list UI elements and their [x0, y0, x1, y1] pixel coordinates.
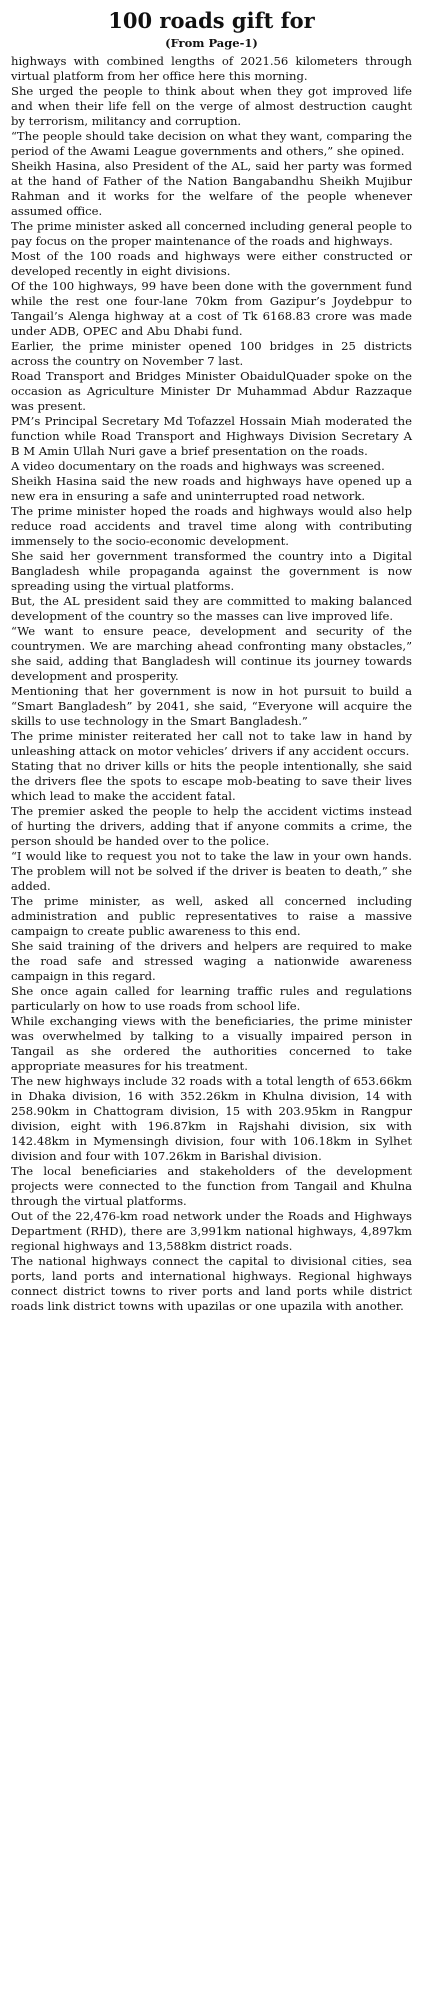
paragraph: Mentioning that her government is now in hot pursuit to build a “Smart Bangladesh” by 2041, she said, “Everyone will acquire the skills to use technology in the Smart Bangladesh.” [11, 684, 412, 729]
paragraph: She said training of the drivers and helpers are required to make the road safe and stressed waging a nationwide awareness campaign in this regard. [11, 939, 412, 984]
paragraph: She once again called for learning traffic rules and regulations particularly on how to use roads from school life. [11, 984, 412, 1014]
paragraph: The prime minister reiterated her call not to take law in hand by unleashing attack on motor vehicles’ drivers if any accident occurs. [11, 729, 412, 759]
continuation-note: (From Page-1) [165, 36, 258, 51]
paragraph: A video documentary on the roads and highways was screened. [11, 459, 385, 474]
paragraph: Road Transport and Bridges Minister ObaidulQuader spoke on the occasion as Agriculture Minister Dr Muhammad Abdur Razzaque was present. [11, 369, 412, 414]
paragraph: “We want to ensure peace, development and security of the countrymen. We are marching ahead confronting many obstacles,” she said, adding that Bangladesh will continue its journey towards development and prosperity. [11, 624, 412, 684]
paragraph: highways with combined lengths of 2021.56 kilometers through virtual platform from her office here this morning. [11, 54, 412, 84]
paragraph: The prime minister, as well, asked all concerned including administration and public representatives to raise a massive campaign to create public awareness to this end. [11, 894, 412, 939]
paragraph: Out of the 22,476-km road network under the Roads and Highways Department (RHD), there are 3,991km national highways, 4,897km regional highways and 13,588km district roads. [11, 1209, 412, 1254]
paragraph: The new highways include 32 roads with a total length of 653.66km in Dhaka division, 16 with 352.26km in Khulna division, 14 with 258.90km in Chattogram division, 15 with 203.95km in Rangpur division, eight with 196.87km in Rajshahi division, six with 142.48km in Mymensingh division, four with 106.18km in Sylhet division and four with 107.26km in Barishal division. [11, 1074, 412, 1164]
paragraph: But, the AL president said they are committed to making balanced development of the country so the masses can live improved life. [11, 594, 412, 624]
paragraph: “The people should take decision on what they want, comparing the period of the Awami League governments and others,” she opined. [11, 129, 412, 159]
article-body [11, 54, 412, 1314]
paragraph: PM’s Principal Secretary Md Tofazzel Hossain Miah moderated the function while Road Transport and Highways Division Secretary A B M Amin Ullah Nuri gave a brief presentation on the roads. [11, 414, 412, 459]
headline: 100 roads gift for [108, 8, 315, 33]
paragraph: She urged the people to think about when they got improved life and when their life fell on the verge of almost destruction caught by terrorism, militancy and corruption. [11, 84, 412, 129]
paragraph: “I would like to request you not to take the law in your own hands. The problem will not be solved if the driver is beaten to death,” she added. [11, 849, 412, 894]
paragraph: Most of the 100 roads and highways were either constructed or developed recently in eight divisions. [11, 249, 412, 279]
paragraph: The prime minister hoped the roads and highways would also help reduce road accidents and travel time along with contributing immensely to the socio-economic development. [11, 504, 412, 549]
paragraph: Earlier, the prime minister opened 100 bridges in 25 districts across the country on November 7 last. [11, 339, 412, 369]
paragraph: Stating that no driver kills or hits the people intentionally, she said the drivers flee the spots to escape mob-beating to save their lives which lead to make the accident fatal. [11, 759, 412, 804]
paragraph: The national highways connect the capital to divisional cities, sea ports, land ports and international highways. Regional highways connect district towns to river ports and land ports while district roads link district towns with upazilas or one upazila with another. [11, 1254, 412, 1314]
paragraph: The prime minister asked all concerned including general people to pay focus on the proper maintenance of the roads and highways. [11, 219, 412, 249]
paragraph: She said her government transformed the country into a Digital Bangladesh while propaganda against the government is now spreading using the virtual platforms. [11, 549, 412, 594]
paragraph: While exchanging views with the beneficiaries, the prime minister was overwhelmed by talking to a visually impaired person in Tangail as she ordered the authorities concerned to take appropriate measures for his treatment. [11, 1014, 412, 1074]
paragraph: Sheikh Hasina said the new roads and highways have opened up a new era in ensuring a safe and uninterrupted road network. [11, 474, 412, 504]
paragraph: Of the 100 highways, 99 have been done with the government fund while the rest one four-lane 70km from Gazipur’s Joydebpur to Tangail’s Alenga highway at a cost of Tk 6168.83 crore was made under ADB, OPEC and Abu Dhabi fund. [11, 279, 412, 339]
paragraph: The local beneficiaries and stakeholders of the development projects were connected to the function from Tangail and Khulna through the virtual platforms. [11, 1164, 412, 1209]
paragraph: Sheikh Hasina, also President of the AL, said her party was formed at the hand of Father of the Nation Bangabandhu Sheikh Mujibur Rahman and it works for the welfare of the people whenever assumed office. [11, 159, 412, 219]
paragraph: The premier asked the people to help the accident victims instead of hurting the drivers, adding that if anyone commits a crime, the person should be handed over to the police. [11, 804, 412, 849]
